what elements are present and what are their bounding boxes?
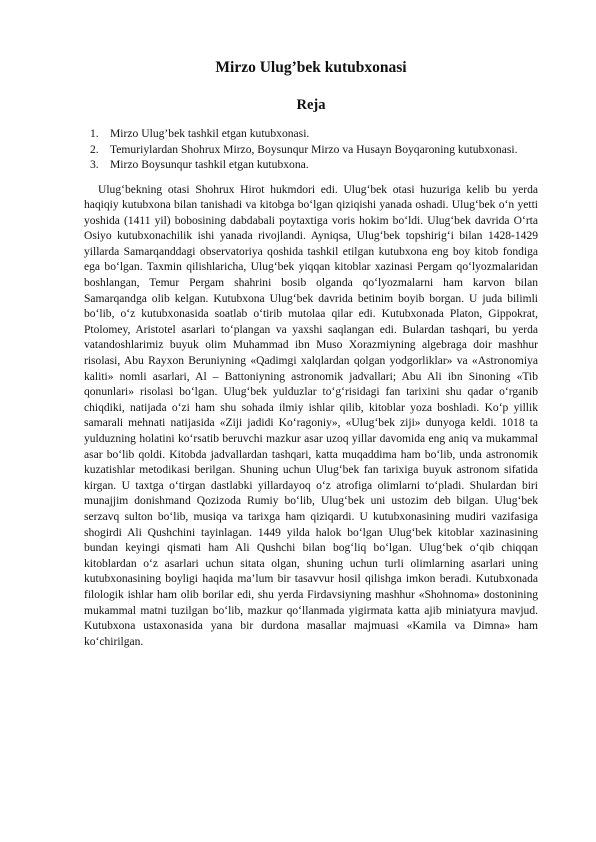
page-title: Mirzo Ulug’bek kutubxonasi <box>215 59 407 76</box>
plan-item-number: 3. <box>90 158 99 171</box>
plan-item <box>84 142 538 158</box>
plan-item <box>84 157 538 173</box>
plan-item-number: 1. <box>90 127 99 140</box>
plan-list <box>84 126 538 173</box>
plan-item-text: Mirzo Boysunqur tashkil etgan kutubxona. <box>110 158 309 171</box>
plan-heading: Reja <box>296 97 326 113</box>
plan-item-text: Temuriylardan Shohrux Mirzo, Boysunqur Mirzo va Husayn Boyqaroning kutubxonasi. <box>110 142 518 156</box>
document-page <box>84 58 538 650</box>
plan-item <box>84 126 538 142</box>
body-paragraph: Ulug‘bekning otasi Shohrux Hirot hukmdori edi. Ulug‘bek otasi huzuriga kelib bu yerda haqiqiy kutubxona bilan tanishadi va kitobga bo‘lgan qiziqishi yanada oshadi. Ulug‘bek o‘n yetti yoshida (1411 yil) bobosining dabdabali poytaxtiga voris hokim bo‘ldi. Ulug‘bek davrida O‘rta Osiyo kutubxonachilik ishi yanada rivojlandi. Ayniqsa, Ulug‘bek topshirig‘i bilan 1428-1429 yillarda Samarqanddagi observatoriya qoshida tashkil etilgan kutubxona eng boy kitob fondiga ega bo‘lgan. Taxmin qilishlaricha, Ulug‘bek yiqqan kitoblar xazinasi Pergam qo‘lyozmalaridan boshlangan, Temur Pergam shahrini bosib olganda qo‘lyozmalarni ham karvon bilan Samarqandga olib kelgan. Kutubxona Ulug‘bek davrida betinim boyib borgan. U juda bilimli bo‘lib, o‘z kutubxonasida soatlab o‘tirib mutolaa qilar edi. Kutubxonada Platon, Gippokrat, Ptolomey, Aristotel asarlari to‘plangan va yaxshi saqlangan edi. Bulardan tashqari, bu yerda vatandoshlarimiz buyuk olim Muhammad ibn Muso Xorazmiyning algebraga doir mashhur risolasi, Abu Rayxon Beruniyning «Qadimgi xalqlardan qolgan yodgorliklar» va «Astronomiya kaliti» nomli asarlari, Al – Battoniyning astronomik jadvallari; Abu Ali ibn Sinoning «Tib qonunlari» risolasi bo‘lgan. Ulug‘bek yulduzlar to‘g‘risidagi fan tarixini shu qadar o‘rganib chiqdiki, natijada o‘zi ham shu sohada ilmiy ishlar qilib, kitoblar yoza boshladi. Ko‘p yillik samarali mehnati natijasida «Ziji jadidi Ko‘ragoniy», «Ulug‘bek ziji» dunyoga keldi. 1018 ta yulduzning holatini ko‘rsatib beruvchi mazkur asar uzoq yillar davomida eng aniq va mukammal asar bo‘lib qoldi. Kitobda jadvallardan tashqari, katta muqaddima ham bo‘lib, unda astronomik kuzatishlar metodikasi berilgan. Shuning uchun Ulug‘bek fan tarixiga buyuk astronom sifatida kirgan. U taxtga o‘tirgan dastlabki yillardayoq o‘z atrofiga olimlarni to‘pladi. Shulardan biri munajjim donishmand Qozizoda Rumiy bo‘lib, Ulug‘bek uni ustozim deb bilgan. Ulug‘bek serzavq sulton bo‘lib, musiqa va tarixga ham qiziqardi. U kutubxonasining mudiri vazifasiga shogirdi Ali Qushchini tayinlagan. 1449 yilda halok bo‘lgan Ulug‘bek kitoblar xazinasining bundan keyingi qismati ham Ali Qushchi bilan bog‘liq bo‘lgan. Ulug‘bek o‘qib chiqqan kitoblardan o‘z asarlari uchun sitata olgan, shuning uchun turli olimlarning asarlari uning kutubxonasining boyligi haqida ma’lum bir tasavvur hosil qilishga imkon beradi. Kutubxonada filologik ishlar ham olib borilar edi, shu yerda Firdavsiyning mashhur «Shohnoma» dostonining mukammal matni tuzilgan bo‘lib, mazkur qo‘llanmada yigirmata katta ajib miniatyura mavjud. Kutubxona ustaxonasida yana bir durdona masallar majmuasi «Kamila va Dimna» ham ko‘chirilgan. <box>84 183 538 648</box>
plan-item-text: Mirzo Ulug’bek tashkil etgan kutubxonasi. <box>110 127 310 140</box>
plan-item-number: 2. <box>90 142 99 156</box>
